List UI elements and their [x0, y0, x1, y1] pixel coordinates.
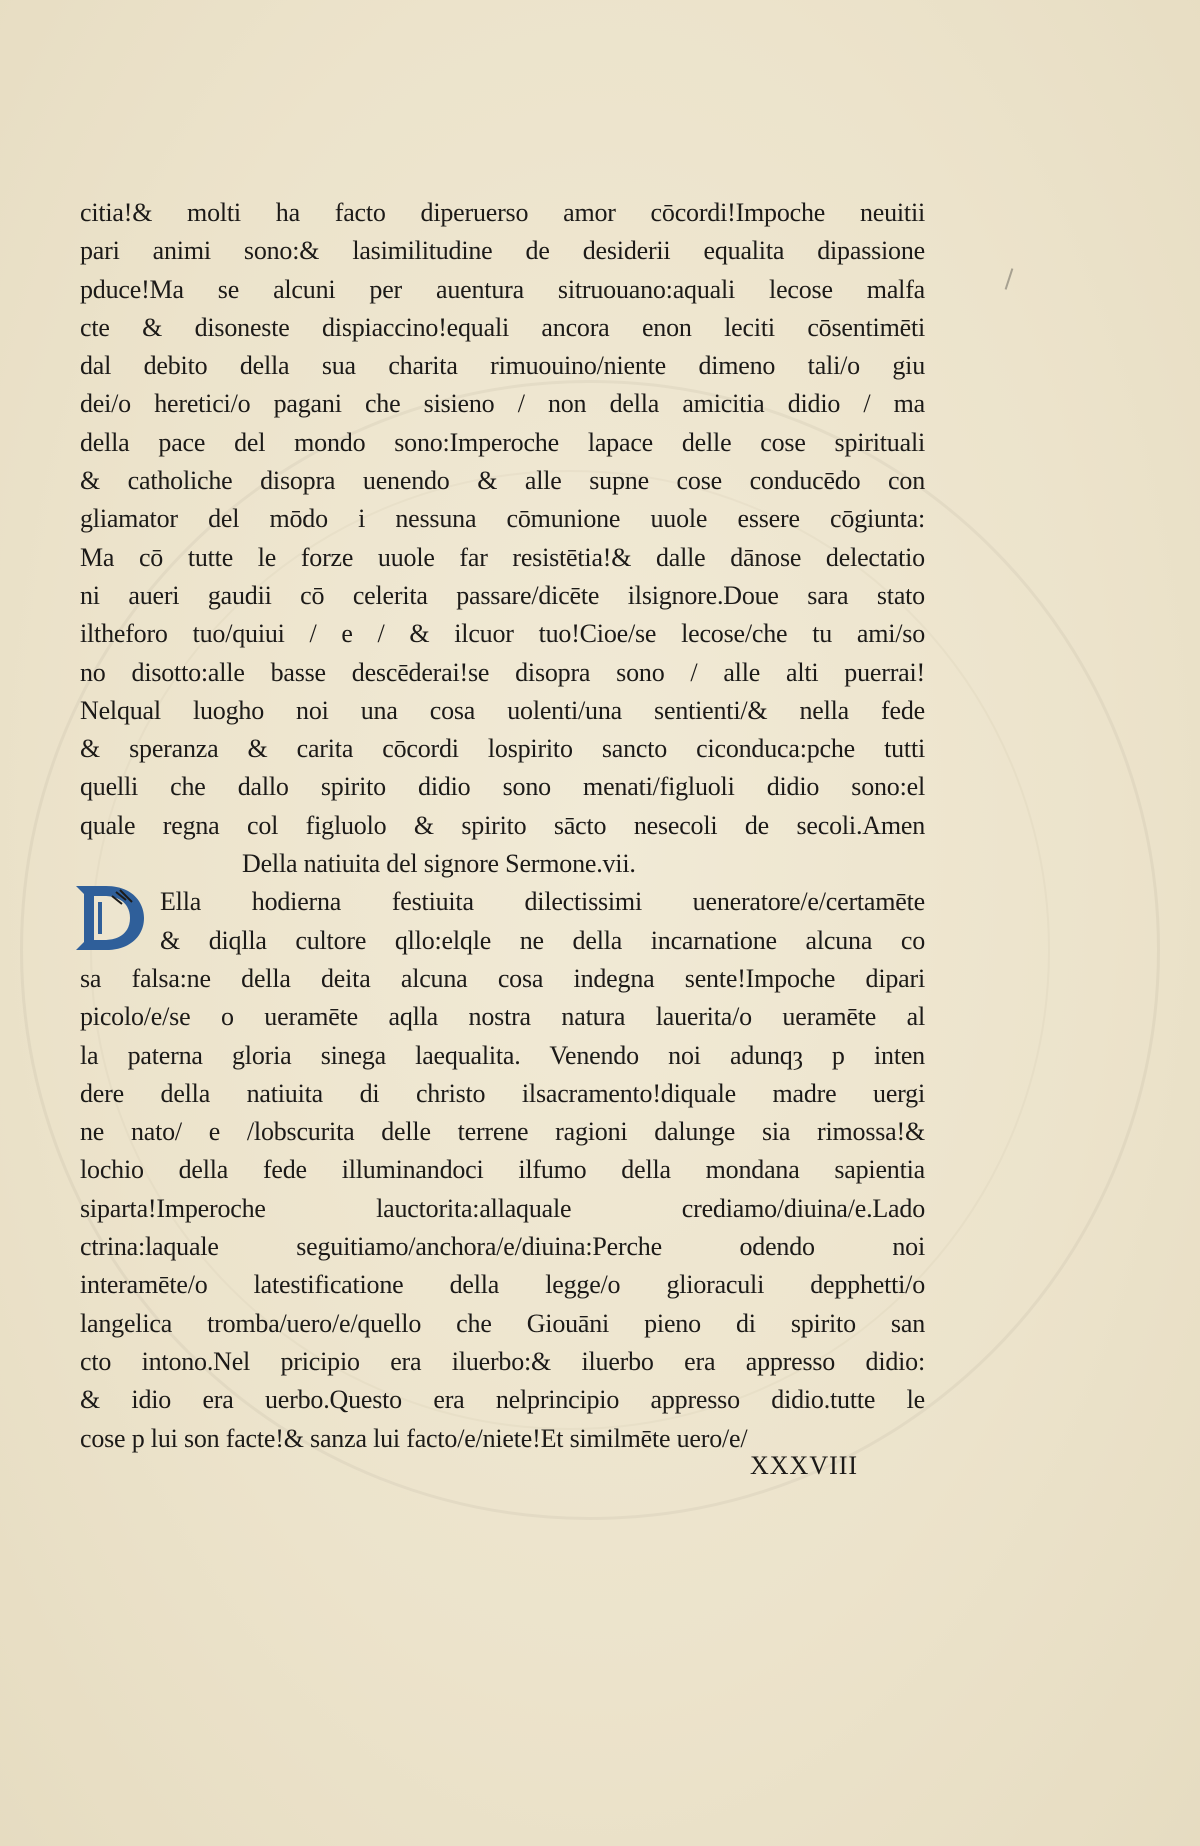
text-line-indented: & diqlla cultore qllo:elqle ne della incarnatione alcuna co — [160, 925, 925, 955]
text-line: & speranza & carita cōcordi lospirito sancto ciconduca:pche tutti — [80, 734, 925, 764]
text-line: pari animi sono:& lasimilitudine de desiderii equalita dipassione — [80, 236, 925, 266]
text-line: dal debito della sua charita rimuouino/niente dimeno tali/o giu — [80, 351, 925, 381]
text-line: langelica tromba/uero/e/quello che Giouāni pieno di spirito san — [80, 1308, 925, 1338]
text-line: lochio della fede illuminandoci ilfumo della mondana sapientia — [80, 1155, 925, 1185]
text-line: siparta!Imperoche lauctorita:allaquale crediamo/diuina/e.Lado — [80, 1193, 925, 1223]
text-line: della pace del mondo sono:Imperoche lapace delle cose spirituali — [80, 427, 925, 457]
text-line: quelli che dallo spirito didio sono menati/figluoli didio sono:el — [80, 772, 925, 802]
text-line: pduce!Ma se alcuni per auentura sitruouano:aquali lecose malfa — [80, 274, 925, 304]
text-line: dei/o heretici/o pagani che sisieno / non della amicitia didio / ma — [80, 389, 925, 419]
text-line: picolo/e/se o ueramēte aqlla nostra natura lauerita/o ueramēte al — [80, 1002, 925, 1032]
sermon-heading: Della natiuita del signore Sermone.vii. — [242, 849, 636, 879]
text-line: cte & disoneste dispiaccino!equali ancora enon leciti cōsentimēti — [80, 312, 925, 342]
text-line: cto intono.Nel pricipio era iluerbo:& iluerbo era appresso didio: — [80, 1346, 925, 1376]
text-line: citia!& molti ha facto diperuerso amor cōcordi!Impoche neuitii — [80, 198, 925, 227]
margin-pencil-mark — [1005, 268, 1014, 290]
text-line: & catholiche disopra uenendo & alle supne cose conducēdo con — [80, 466, 925, 496]
text-line: no disotto:alle basse descēderai!se disopra sono / alle alti puerrai! — [80, 657, 925, 687]
folio-number: XXXVIII — [750, 1451, 859, 1480]
text-line-indented: Ella hodierna festiuita dilectissimi ueneratore/e/certamēte — [160, 887, 925, 917]
text-line: & idio era uerbo.Questo era nelprincipio appresso didio.tutte le — [80, 1385, 925, 1415]
text-line: iltheforo tuo/quiui / e / & ilcuor tuo!Cioe/se lecose/che tu ami/so — [80, 619, 925, 649]
text-line: quale regna col figluolo & spirito sācto nesecoli de secoli.Amen — [80, 810, 925, 840]
text-line: interamēte/o latestificatione della legge/o glioraculi depphetti/o — [80, 1270, 925, 1300]
text-line: ni aueri gaudii cō celerita passare/dicēte ilsignore.Doue sara stato — [80, 580, 925, 610]
text-line: ctrina:laquale seguitiamo/anchora/e/diuina:Perche odendo noi — [80, 1232, 925, 1262]
text-line: gliamator del mōdo i nessuna cōmunione uuole essere cōgiunta: — [80, 504, 925, 534]
text-line: Ma cō tutte le forze uuole far resistētia!& dalle dānose delectatio — [80, 542, 925, 572]
text-line: ne nato/ e /lobscurita delle terrene ragioni dalunge sia rimossa!& — [80, 1117, 925, 1147]
text-line: la paterna gloria sinega laequalita. Venendo noi adunqȝ p inten — [80, 1040, 925, 1070]
text-line: cose p lui son facte!& sanza lui facto/e/niete!Et similmēte uero/e/ — [80, 1423, 748, 1453]
text-line: Nelqual luogho noi una cosa uolenti/una sentienti/& nella fede — [80, 695, 925, 725]
text-line: dere della natiuita di christo ilsacramento!diquale madre uergi — [80, 1078, 925, 1108]
main-text-block — [80, 194, 925, 1458]
text-line: sa falsa:ne della deita alcuna cosa indegna sente!Impoche dipari — [80, 963, 925, 993]
